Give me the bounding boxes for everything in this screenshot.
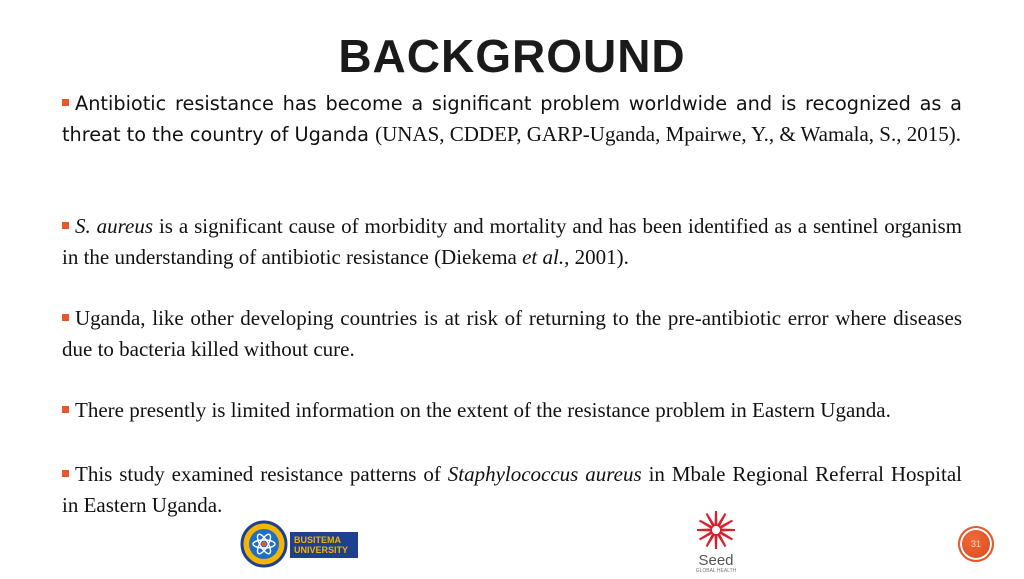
- bullet-2-end: 2001).: [569, 245, 629, 269]
- busitema-university-logo: [240, 520, 360, 568]
- bullet-2-organism: S. aureus: [75, 214, 154, 238]
- bullet-5-organism: Staphylococcus aureus: [447, 462, 642, 486]
- bullet-marker: [62, 470, 69, 477]
- bullet-marker: [62, 222, 69, 229]
- bullet-marker: [62, 99, 69, 106]
- page-number: 31: [970, 539, 981, 549]
- bullet-marker: [62, 406, 69, 413]
- bullet-4: [62, 395, 962, 426]
- bullet-3-text: Uganda, like other developing countries is at risk of returning to the pre-antibiotic error where diseases due to bacteria killed without cure.: [62, 306, 962, 361]
- page-number-badge: [958, 526, 994, 562]
- bullet-4-text: There presently is limited information on the extent of the resistance problem in Eastern Uganda.: [75, 398, 891, 422]
- bullet-2: [62, 211, 962, 273]
- busitema-name-line2: UNIVERSITY: [294, 545, 349, 555]
- bullet-5: [62, 459, 962, 521]
- bullet-2-text: is a significant cause of morbidity and mortality and has been identified as a sentinel organism in the understanding of antibiotic resistance (Diekema: [62, 214, 963, 269]
- seed-logo-subtitle: GLOBAL HEALTH: [695, 568, 737, 574]
- bullet-5-post: in Mbale Regional Referral Hospital in Eastern Uganda.: [62, 462, 963, 517]
- bullet-3: [62, 303, 962, 365]
- slide-title: BACKGROUND: [338, 30, 686, 82]
- bullet-5-pre: This study examined resistance patterns of: [75, 462, 448, 486]
- bullet-marker: [62, 314, 69, 321]
- busitema-name-line1: BUSITEMA: [294, 535, 341, 545]
- bullet-2-etal: et al.,: [522, 245, 570, 269]
- bullet-1: [62, 88, 962, 150]
- bullet-1-citation: (UNAS, CDDEP, GARP-Uganda, Mpairwe, Y., & Wamala, S., 2015).: [375, 122, 961, 146]
- seed-logo-name: Seed: [698, 552, 734, 569]
- seed-global-health-logo: [686, 508, 746, 574]
- bullet-1-text: Antibiotic resistance has become a significant problem worldwide and is recognized as a threat to the country of Uganda: [62, 92, 962, 146]
